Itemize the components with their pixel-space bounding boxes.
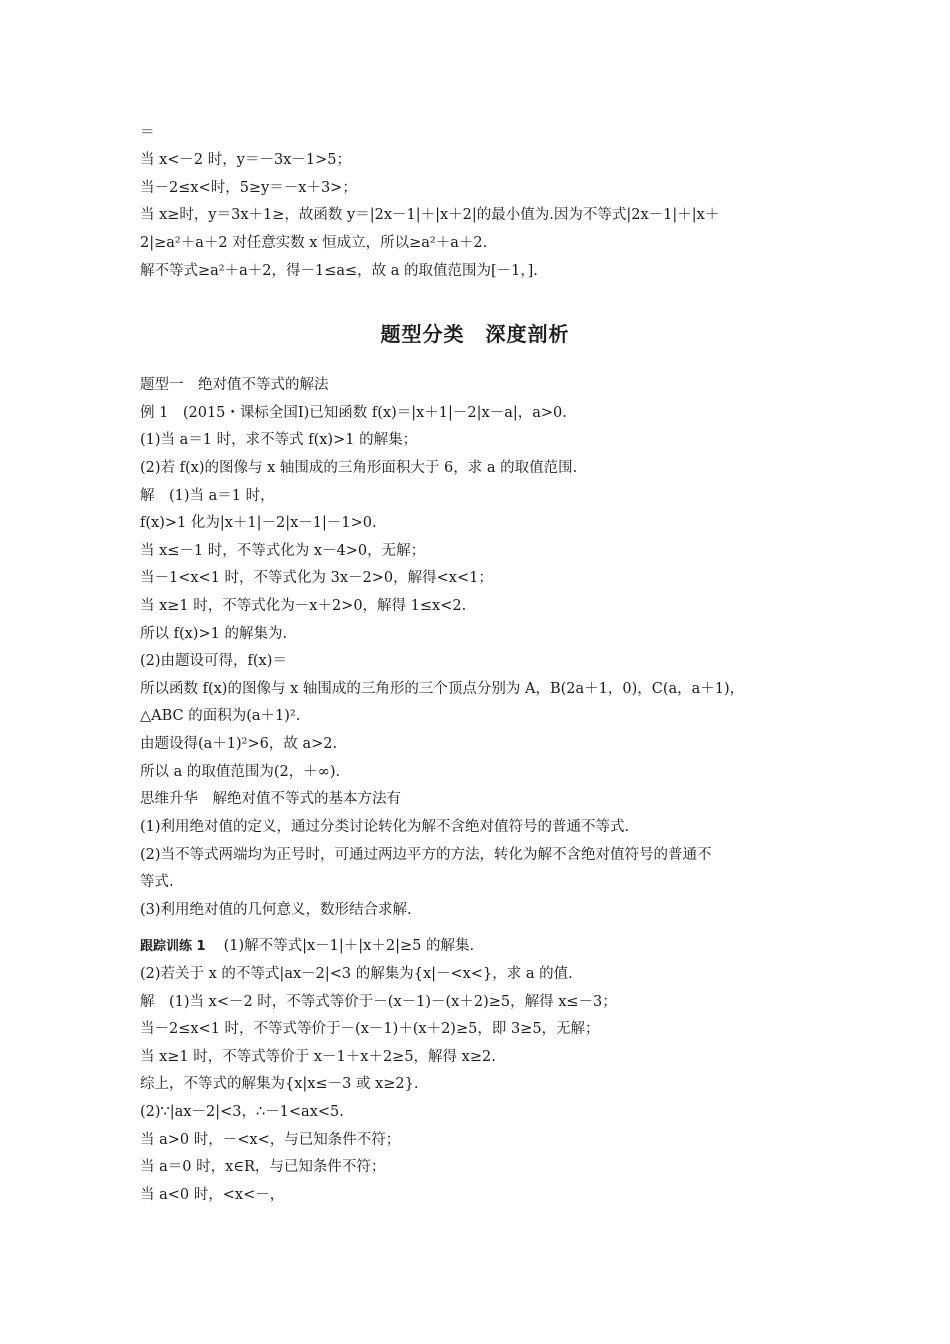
practice-label: 跟踪训练 1 bbox=[140, 939, 206, 954]
text-line: 解不等式≥a²＋a＋2，得－1≤a≤，故 a 的取值范围为[－1，]. bbox=[140, 263, 538, 279]
text-line: 2|≥a²＋a＋2 对任意实数 x 恒成立，所以≥a²＋a＋2. bbox=[140, 235, 488, 251]
text-line: (3)利用绝对值的几何意义，数形结合求解. bbox=[140, 902, 412, 918]
text-line: (2)∵|ax－2|<3，∴－1<ax<5. bbox=[140, 1104, 344, 1120]
text-line: 综上，不等式的解集为{x|x≤－3 或 x≥2}. bbox=[140, 1076, 419, 1092]
text-line: 当－2≤x<1 时，不等式等价于－(x－1)＋(x＋2)≥5，即 3≥5，无解； bbox=[140, 1021, 600, 1037]
text-line: ＝ bbox=[140, 125, 155, 141]
text-line: 当 x<－2 时，y＝－3x－1>5； bbox=[140, 152, 351, 168]
text-line: 所以 f(x)>1 的解集为. bbox=[140, 626, 288, 642]
text-line: 当 a>0 时，－<x<，与已知条件不符； bbox=[140, 1132, 401, 1148]
text-line: 当－2≤x<时，5≥y＝－x＋3>； bbox=[140, 180, 357, 196]
text-line: (2)当不等式两端均为正号时，可通过两边平方的方法，转化为解不含绝对值符号的普通不 bbox=[140, 847, 712, 863]
text-line: 例 1 (2015・课标全国Ⅰ)已知函数 f(x)＝|x＋1|－2|x－a|，a>0. bbox=[140, 405, 567, 421]
text-line: (2)若关于 x 的不等式|ax－2|<3 的解集为{x|－<x<}，求 a 的值. bbox=[140, 966, 573, 982]
text-line: 题型一 绝对值不等式的解法 bbox=[140, 377, 329, 393]
text-line: 所以 a 的取值范围为(2，＋∞). bbox=[140, 764, 341, 780]
text-line: (1)利用绝对值的定义，通过分类讨论转化为解不含绝对值符号的普通不等式. bbox=[140, 819, 630, 835]
section-heading: 题型分类 深度剖析 bbox=[380, 322, 570, 346]
text-line: f(x)>1 化为|x＋1|－2|x－1|－1>0. bbox=[140, 515, 377, 531]
text-line: 当 a<0 时，<x<－， bbox=[140, 1187, 285, 1203]
text-line: (2)若 f(x)的图像与 x 轴围成的三角形面积大于 6，求 a 的取值范围. bbox=[140, 460, 578, 476]
text-line: △ABC 的面积为(a＋1)². bbox=[140, 708, 301, 724]
text-line: 等式. bbox=[140, 874, 174, 890]
text-line: 思维升华 解绝对值不等式的基本方法有 bbox=[140, 791, 401, 807]
text-line: (1)当 a＝1 时，求不等式 f(x)>1 的解集； bbox=[140, 432, 418, 448]
text-line: 当－1<x<1 时，不等式化为 3x－2>0，解得<x<1； bbox=[140, 570, 493, 586]
text-line: 当 a＝0 时，x∈R，与已知条件不符； bbox=[140, 1159, 386, 1175]
text-line: 由题设得(a＋1)²>6，故 a>2. bbox=[140, 736, 338, 752]
text-line: 当 x≥1 时，不等式化为－x＋2>0，解得 1≤x<2. bbox=[140, 598, 467, 614]
text-line: (2)由题设可得，f(x)＝ bbox=[140, 653, 287, 669]
text-line: 当 x≤－1 时，不等式化为 x－4>0，无解； bbox=[140, 543, 426, 559]
text-line: 当 x≥时，y＝3x＋1≥，故函数 y＝|2x－1|＋|x＋2|的最小值为.因为不等式|2x－1|＋|x＋ bbox=[140, 207, 720, 223]
text-line: 所以函数 f(x)的图像与 x 轴围成的三角形的三个顶点分别为 A，B(2a＋1，0)，C(a，a＋1)， bbox=[140, 681, 745, 697]
text-line: 解 (1)当 x<－2 时，不等式等价于－(x－1)－(x＋2)≥5，解得 x≤－3； bbox=[140, 994, 617, 1010]
text-line: 解 (1)当 a＝1 时， bbox=[140, 488, 275, 504]
practice-line bbox=[140, 934, 820, 959]
text-line: 当 x≥1 时，不等式等价于 x－1＋x＋2≥5，解得 x≥2. bbox=[140, 1049, 496, 1065]
practice-question: (1)解不等式|x－1|＋|x＋2|≥5 的解集. bbox=[223, 938, 475, 954]
